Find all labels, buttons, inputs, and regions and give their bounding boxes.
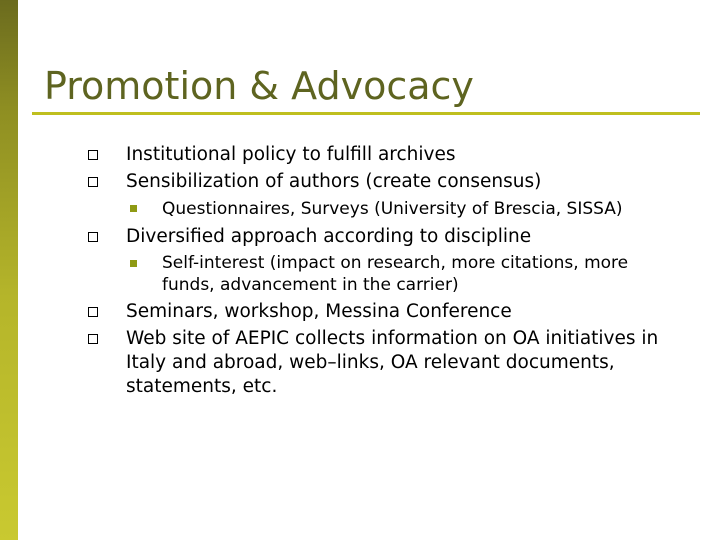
bullet-5-line-2: Italy and abroad, web–links, OA relevant documents,	[126, 352, 615, 373]
bullet-4-text: Seminars, workshop, Messina Conference	[126, 301, 512, 322]
hollow-square-bullet-icon	[88, 150, 98, 160]
sub-bullet-3-1-line-2: funds, advancement in the carrier)	[162, 275, 459, 295]
hollow-square-bullet-icon	[88, 307, 98, 317]
hollow-square-bullet-icon	[88, 177, 98, 187]
bullet-1-text: Institutional policy to fulfill archives	[126, 144, 456, 165]
bullet-2-text: Sensibilization of authors (create consensus)	[126, 171, 542, 192]
bullet-5-line-1: Web site of AEPIC collects information on OA initiatives in	[126, 328, 659, 349]
filled-square-bullet-icon	[130, 260, 137, 267]
filled-square-bullet-icon	[130, 205, 137, 212]
bullet-5-line-3: statements, etc.	[126, 376, 278, 397]
hollow-square-bullet-icon	[88, 232, 98, 242]
sub-bullet-3-1-line-1: Self-interest (impact on research, more citations, more	[162, 253, 629, 273]
bullet-3-text: Diversified approach according to discipline	[126, 226, 532, 247]
slide-title: Promotion & Advocacy	[44, 64, 474, 108]
sub-bullet-2-1-text: Questionnaires, Surveys (University of Brescia, SISSA)	[162, 199, 623, 219]
hollow-square-bullet-icon	[88, 334, 98, 344]
